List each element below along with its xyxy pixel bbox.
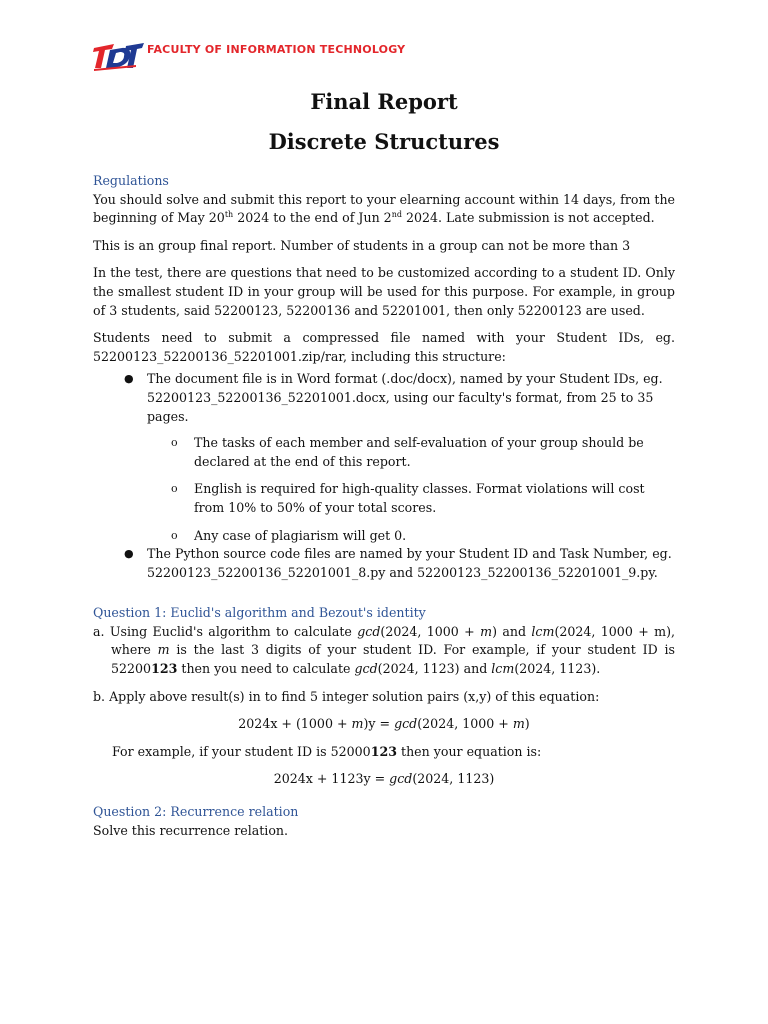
report-body	[93, 172, 675, 849]
list-item: o The tasks of each member and self-evaluation of your group should be declared at the end of this report.	[171, 435, 644, 469]
equation-example: 2024x + 1123y = gcd(2024, 1123)	[273, 771, 495, 787]
regulations-deadline-paragraph: You should solve and submit this report to your elearning account within 14 days, from the beginning of May 20th 2024 to the end of Jun 2nd 2024. Late submission is not accepted.	[93, 191, 676, 226]
sub-bullet-icon: o	[171, 482, 178, 496]
question-1-heading: Question 1: Euclid's algorithm and Bezout's identity	[93, 605, 426, 621]
document-rules-sublist	[147, 434, 675, 545]
question-1b: b. Apply above result(s) in to find 5 integer solution pairs (x,y) of this equation:	[93, 688, 600, 704]
submission-structure-list	[93, 370, 675, 582]
equation-general: 2024x + (1000 + m)y = gcd(2024, 1000 + m)	[238, 716, 530, 732]
list-item: o Any case of plagiarism will get 0.	[147, 527, 675, 546]
page-header	[92, 40, 692, 74]
list-item: ● The document file is in Word format (.doc/docx), named by your Student IDs, eg. 52200123_52200136_52201001.docx, using our faculty's format, from 25 to 35 pages. o The tasks of each member and self-evaluation of your group should be declared at the end of this report. o English is required for high-quality classes. Format violations will cost from 10% to 50% of your total scores. o Any case of plagiarism will get 0.	[93, 370, 675, 545]
list-item: o English is required for high-quality classes. Format violations will cost from 10% to 50% of your total scores.	[171, 481, 645, 515]
group-size-paragraph: This is an group final report. Number of students in a group can not be more than 3	[93, 237, 631, 253]
question-2-heading: Question 2: Recurrence relation	[93, 804, 299, 820]
list-item: ● The Python source code files are named by your Student ID and Task Number, eg. 52200123_52200136_52201001_8.py and 52200123_52200136_52201001_9.py.	[124, 546, 672, 580]
tdt-logo-icon	[92, 40, 144, 72]
student-id-paragraph: In the test, there are questions that need to be customized according to a student ID. Only the smallest student ID in your group will be used for this purpose. For example, in group of 3 students, said 52200123, 52200136 and 52201001, then only 52200123 are used.	[93, 265, 675, 318]
faculty-name: FACULTY OF INFORMATION TECHNOLOGY	[147, 43, 406, 56]
bullet-icon: ●	[124, 547, 134, 561]
submission-paragraph: Students need to submit a compressed file named with your Student IDs, eg. 52200123_52200136_52201001.zip/rar, including this structure:	[93, 330, 675, 364]
regulations-heading: Regulations	[93, 173, 169, 188]
equation-example-text: For example, if your student ID is 52000123 then your equation is:	[112, 743, 542, 759]
report-title: Final Report	[310, 89, 458, 114]
course-title: Discrete Structures	[268, 129, 500, 154]
bullet-icon: ●	[124, 372, 134, 386]
question-2-text: Solve this recurrence relation.	[93, 822, 289, 838]
sub-bullet-icon: o	[171, 528, 178, 542]
sub-bullet-icon: o	[171, 436, 178, 450]
question-1a: a. Using Euclid's algorithm to calculate gcd(2024, 1000 + m) and lcm(2024, 1000 + m), where m is the last 3 digits of your student ID. For example, if your student ID is 52200123 then you need to calculate gcd(2024, 1123) and lcm(2024, 1123).	[93, 623, 675, 677]
